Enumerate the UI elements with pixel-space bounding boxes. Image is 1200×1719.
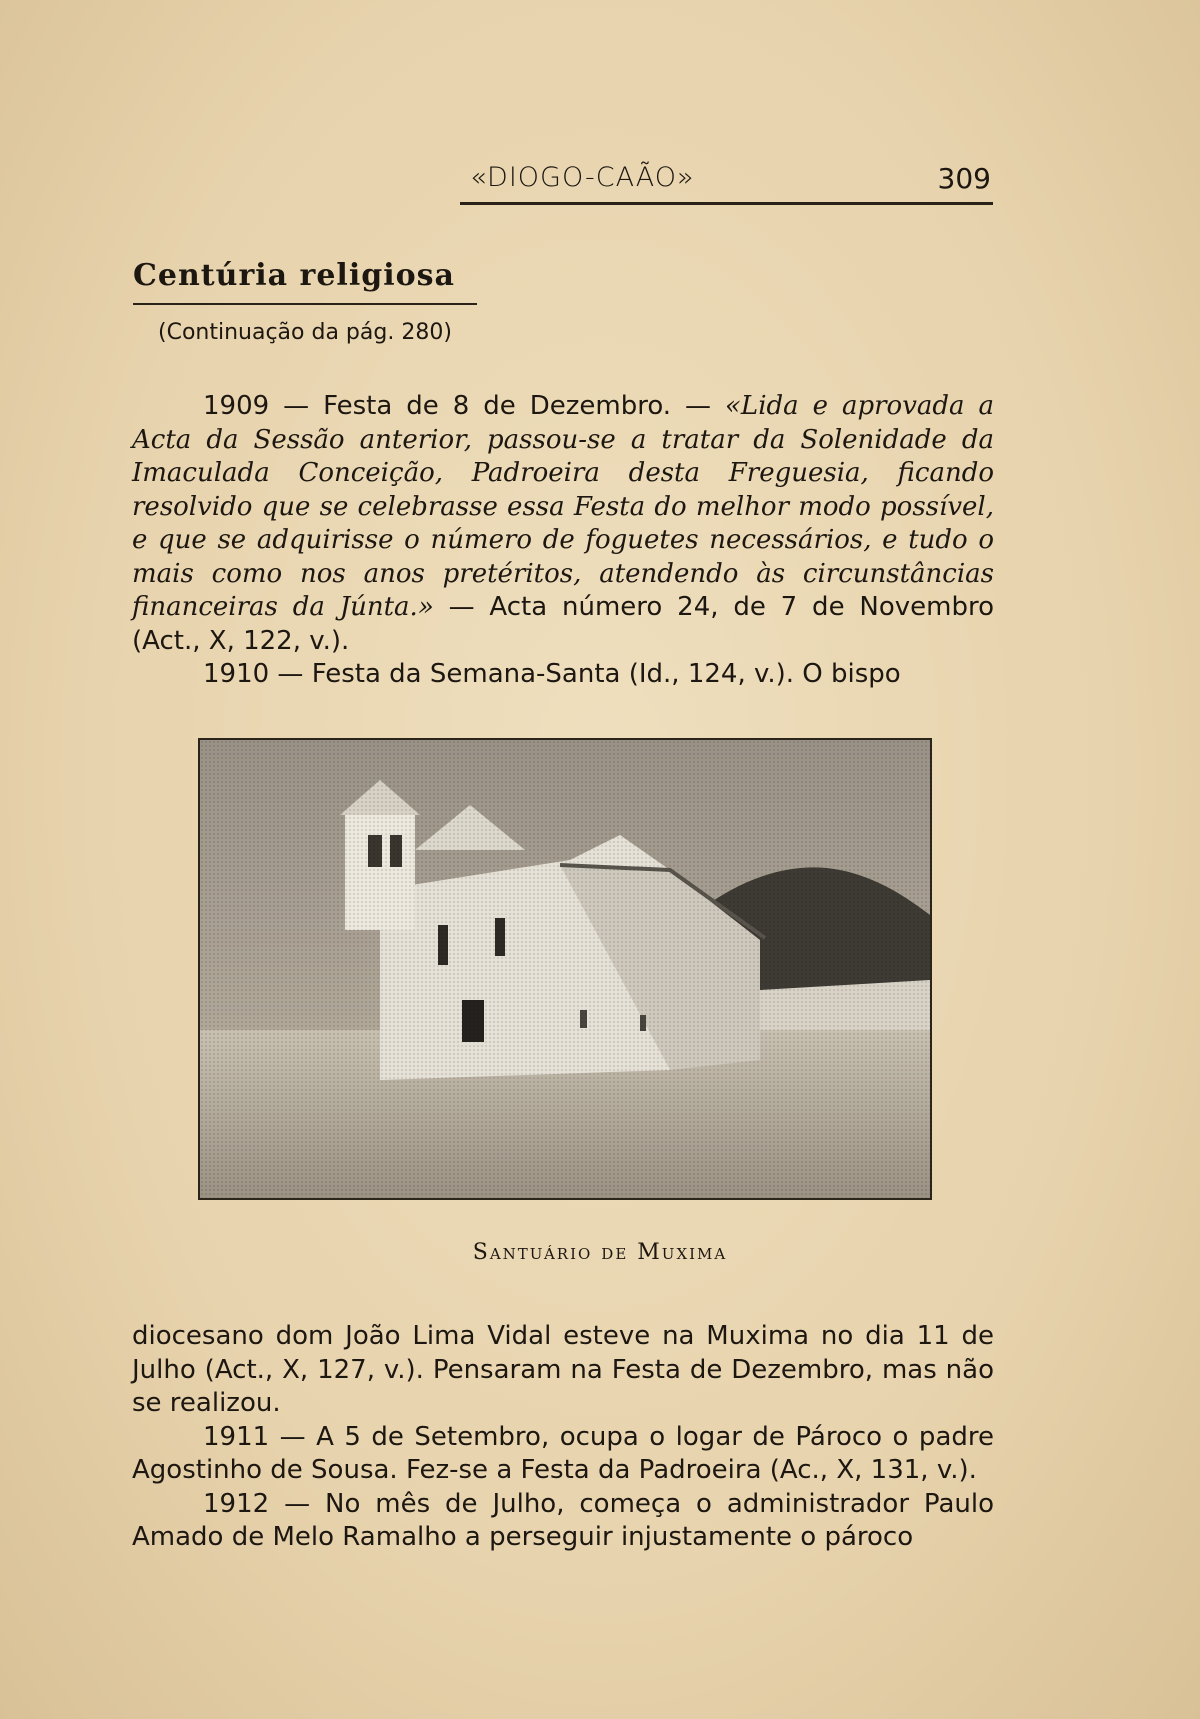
church-photo-illustration — [200, 740, 930, 1198]
bottom-text-block — [132, 1320, 994, 1555]
paragraph-1909-lead: 1909 — Festa de 8 de Dezembro. — — [203, 391, 726, 421]
photo-caption-text: Santuário de Muxima — [472, 1240, 728, 1265]
paragraph-1910-continued: diocesano dom João Lima Vidal esteve na Muxima no dia 11 de Julho (Act., X, 127, v.). Pensaram na Festa de Dezembro, mas não se realizou. — [132, 1321, 994, 1418]
paragraph-1912: 1912 — No mês de Julho, começa o administrador Paulo Amado de Melo Ramalho a perseguir injustamente o pároco — [132, 1488, 994, 1552]
journal-title: «DIOGO-CAÃO» — [470, 162, 695, 193]
continuation-note: (Continuação da pág. 280) — [158, 320, 452, 345]
section-title: Centúria religiosa — [133, 258, 455, 293]
paragraph-1911: 1911 — A 5 de Setembro, ocupa o logar de Pároco o padre Agostinho de Sousa. Fez-se a Festa da Padroeira (Ac., X, 131, v.). — [132, 1421, 994, 1485]
photo-caption — [0, 1240, 1200, 1265]
page-number: 309 — [937, 162, 991, 195]
section-title-underline — [133, 303, 477, 305]
paragraph-1910: 1910 — Festa da Semana-Santa (Id., 124, v.). O bispo — [203, 659, 901, 689]
running-header — [460, 162, 993, 205]
sanctuary-photo — [198, 738, 932, 1200]
top-text-block — [132, 390, 994, 692]
paragraph-1909 — [132, 390, 994, 658]
paragraph-1909-quote: «Lida e aprovada a Acta da Sessão anterior, passou-se a tratar da Solenidade da Imaculada Conceição, Padroeira desta Freguesia, ficando resolvido que se celebrasse essa Festa do melhor modo possível, e que se adquirisse o número de foguetes necessários, e tudo o mais como nos anos pretéritos, atendendo às circunstâncias financeiras da Júnta.» — [132, 391, 995, 622]
paragraph-1909-tail: — Acta número 24, de 7 de Novembro (Act., X, 122, v.). — [132, 592, 994, 656]
